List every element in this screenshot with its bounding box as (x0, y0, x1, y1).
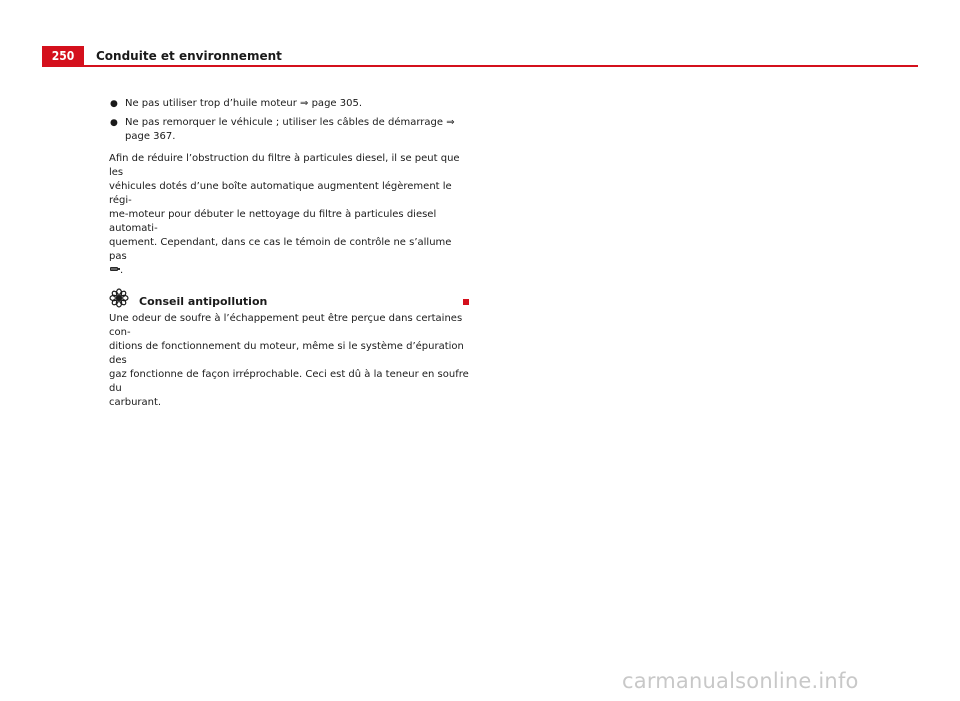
list-item-text: Ne pas remorquer le véhicule ; utiliser les câbles de démarrage ⇒ page 367. (125, 117, 455, 142)
eco-line: ditions de fonctionnement du moteur, même si le système d’épuration des (109, 341, 464, 366)
list-item (109, 97, 469, 111)
trailing-punct: . (120, 265, 124, 276)
page-number: 250 (42, 46, 84, 67)
section-end-mark (463, 299, 469, 305)
eco-heading (109, 288, 469, 310)
flower-icon (109, 288, 129, 308)
paragraph-line: véhicules dotés d’une boîte automatique augmentent légèrement le régi- (109, 181, 452, 206)
page-content (109, 97, 469, 410)
bullet-dot: ● (110, 99, 118, 109)
dpf-paragraph (109, 152, 469, 278)
watermark: carmanualsonline.info (622, 669, 859, 693)
eco-title: Conseil antipollution (139, 295, 268, 308)
header-rule (42, 65, 918, 67)
paragraph-line: Afin de réduire l’obstruction du filtre à particules diesel, il se peut que les (109, 153, 460, 178)
page-header (42, 46, 918, 67)
paragraph-line: me-moteur pour débuter le nettoyage du filtre à particules diesel automati- (109, 209, 437, 234)
eco-note (109, 288, 469, 410)
eco-line: gaz fonctionne de façon irréprochable. Ceci est dû à la teneur en soufre du (109, 369, 469, 394)
eco-line: Une odeur de soufre à l’échappement peut être perçue dans certaines con- (109, 313, 463, 338)
chapter-title: Conduite et environnement (96, 49, 282, 63)
eco-line: carburant. (109, 397, 162, 408)
bullet-dot: ● (110, 118, 118, 128)
list-item-text: Ne pas utiliser trop d’huile moteur ⇒ page 305. (125, 98, 363, 109)
list-item (109, 116, 469, 144)
paragraph-line-last (109, 264, 469, 278)
paragraph-line: quement. Cependant, dans ce cas le témoin de contrôle ne s’allume pas (109, 237, 452, 262)
diesel-particle-filter-icon (109, 266, 120, 272)
